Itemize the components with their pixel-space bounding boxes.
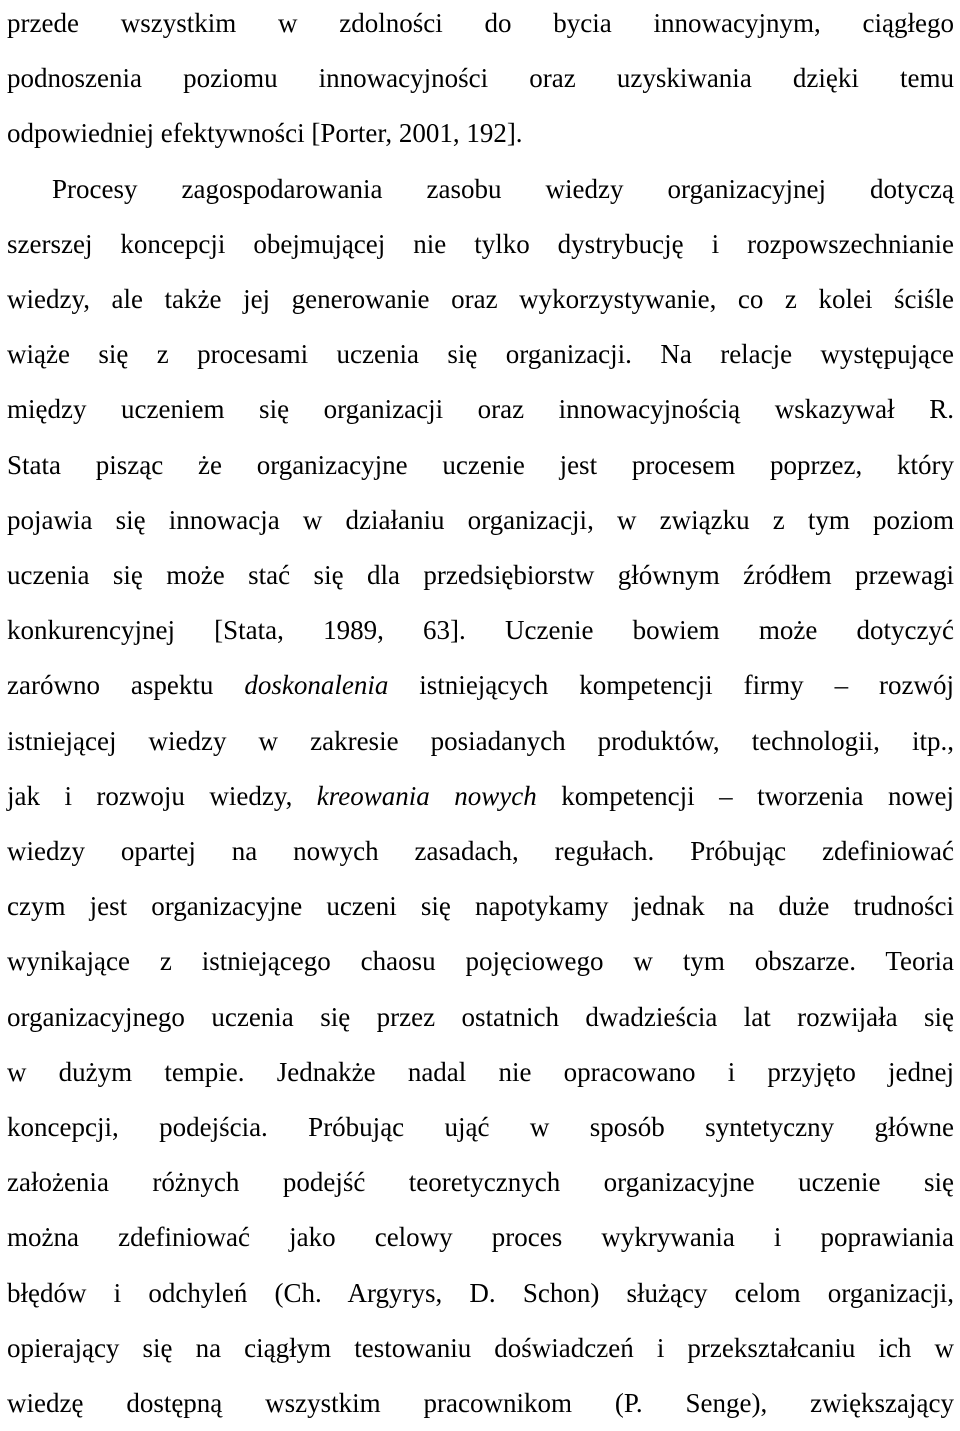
text-line: uczenia się może stać się dla przedsiębiorstw głównym źródłem przewagi [7,560,954,591]
text-line: między uczeniem się organizacji oraz innowacyjnością wskazywał R. [7,394,954,425]
text-line: można zdefiniować jako celowy proces wykrywania i poprawiania [7,1222,954,1253]
text-line: wiedzę dostępną wszystkim pracownikom (P. Senge), zwiększający [7,1388,954,1419]
italic-term-doskonalenia: doskonalenia [244,670,389,701]
text-line [7,658,954,713]
italic-term-kreowania-nowych: kreowania nowych [316,780,537,811]
text-line: szerszej koncepcji obejmującej nie tylko dystrybucję i rozpowszechnianie [7,228,954,259]
text-line: przede wszystkim w zdolności do bycia innowacyjnym, ciągłego [7,8,954,38]
text-line: podnoszenia poziomu innowacyjności oraz uzyskiwania dzięki temu [7,63,954,94]
paragraph-first-line: Procesy zagospodarowania zasobu wiedzy organizacyjnej dotyczą [52,173,954,204]
text-line: odpowiedniej efektywności [Porter, 2001, 192]. [7,118,523,149]
text-line: wiedzy, ale także jej generowanie oraz wykorzystywanie, co z kolei ściśle [7,284,954,315]
text-line: wynikające z istniejącego chaosu pojęciowego w tym obszarze. Teoria [7,946,954,977]
text-line: założenia różnych podejść teoretycznych organizacyjne uczenie się [7,1167,954,1198]
line-segment: istniejących kompetencji firmy – rozwój [388,670,954,701]
text-line: wiedzy opartej na nowych zasadach, regułach. Próbując zdefiniować [7,836,954,867]
text-line: Stata pisząc że organizacyjne uczenie jest procesem poprzez, który [7,449,954,480]
line-segment: kompetencji – tworzenia nowej [536,780,954,811]
text-line: konkurencyjnej [Stata, 1989, 63]. Uczenie bowiem może dotyczyć [7,615,954,646]
text-line: czym jest organizacyjne uczeni się napotykamy jednak na duże trudności [7,891,954,922]
document-page [7,0,954,1431]
text-line: koncepcji, podejścia. Próbując ująć w sposób syntetyczny główne [7,1112,954,1143]
text-line: opierający się na ciągłym testowaniu doświadczeń i przekształcaniu ich w [7,1332,954,1363]
text-line: organizacyjnego uczenia się przez ostatnich dwadzieścia lat rozwijała się [7,1001,954,1032]
line-segment: jak i rozwoju wiedzy, [7,780,317,811]
text-line [7,769,954,824]
text-line: błędów i odchyleń (Ch. Argyrys, D. Schon) służący celom organizacji, [7,1277,954,1308]
text-line: istniejącej wiedzy w zakresie posiadanych produktów, technologii, itp., [7,725,954,756]
line-segment: zarówno aspektu [7,670,245,701]
text-line: pojawia się innowacja w działaniu organizacji, w związku z tym poziom [7,504,954,535]
text-line: w dużym tempie. Jednakże nadal nie opracowano i przyjęto jednej [7,1056,954,1087]
text-line: wiąże się z procesami uczenia się organizacji. Na relacje występujące [7,339,954,370]
